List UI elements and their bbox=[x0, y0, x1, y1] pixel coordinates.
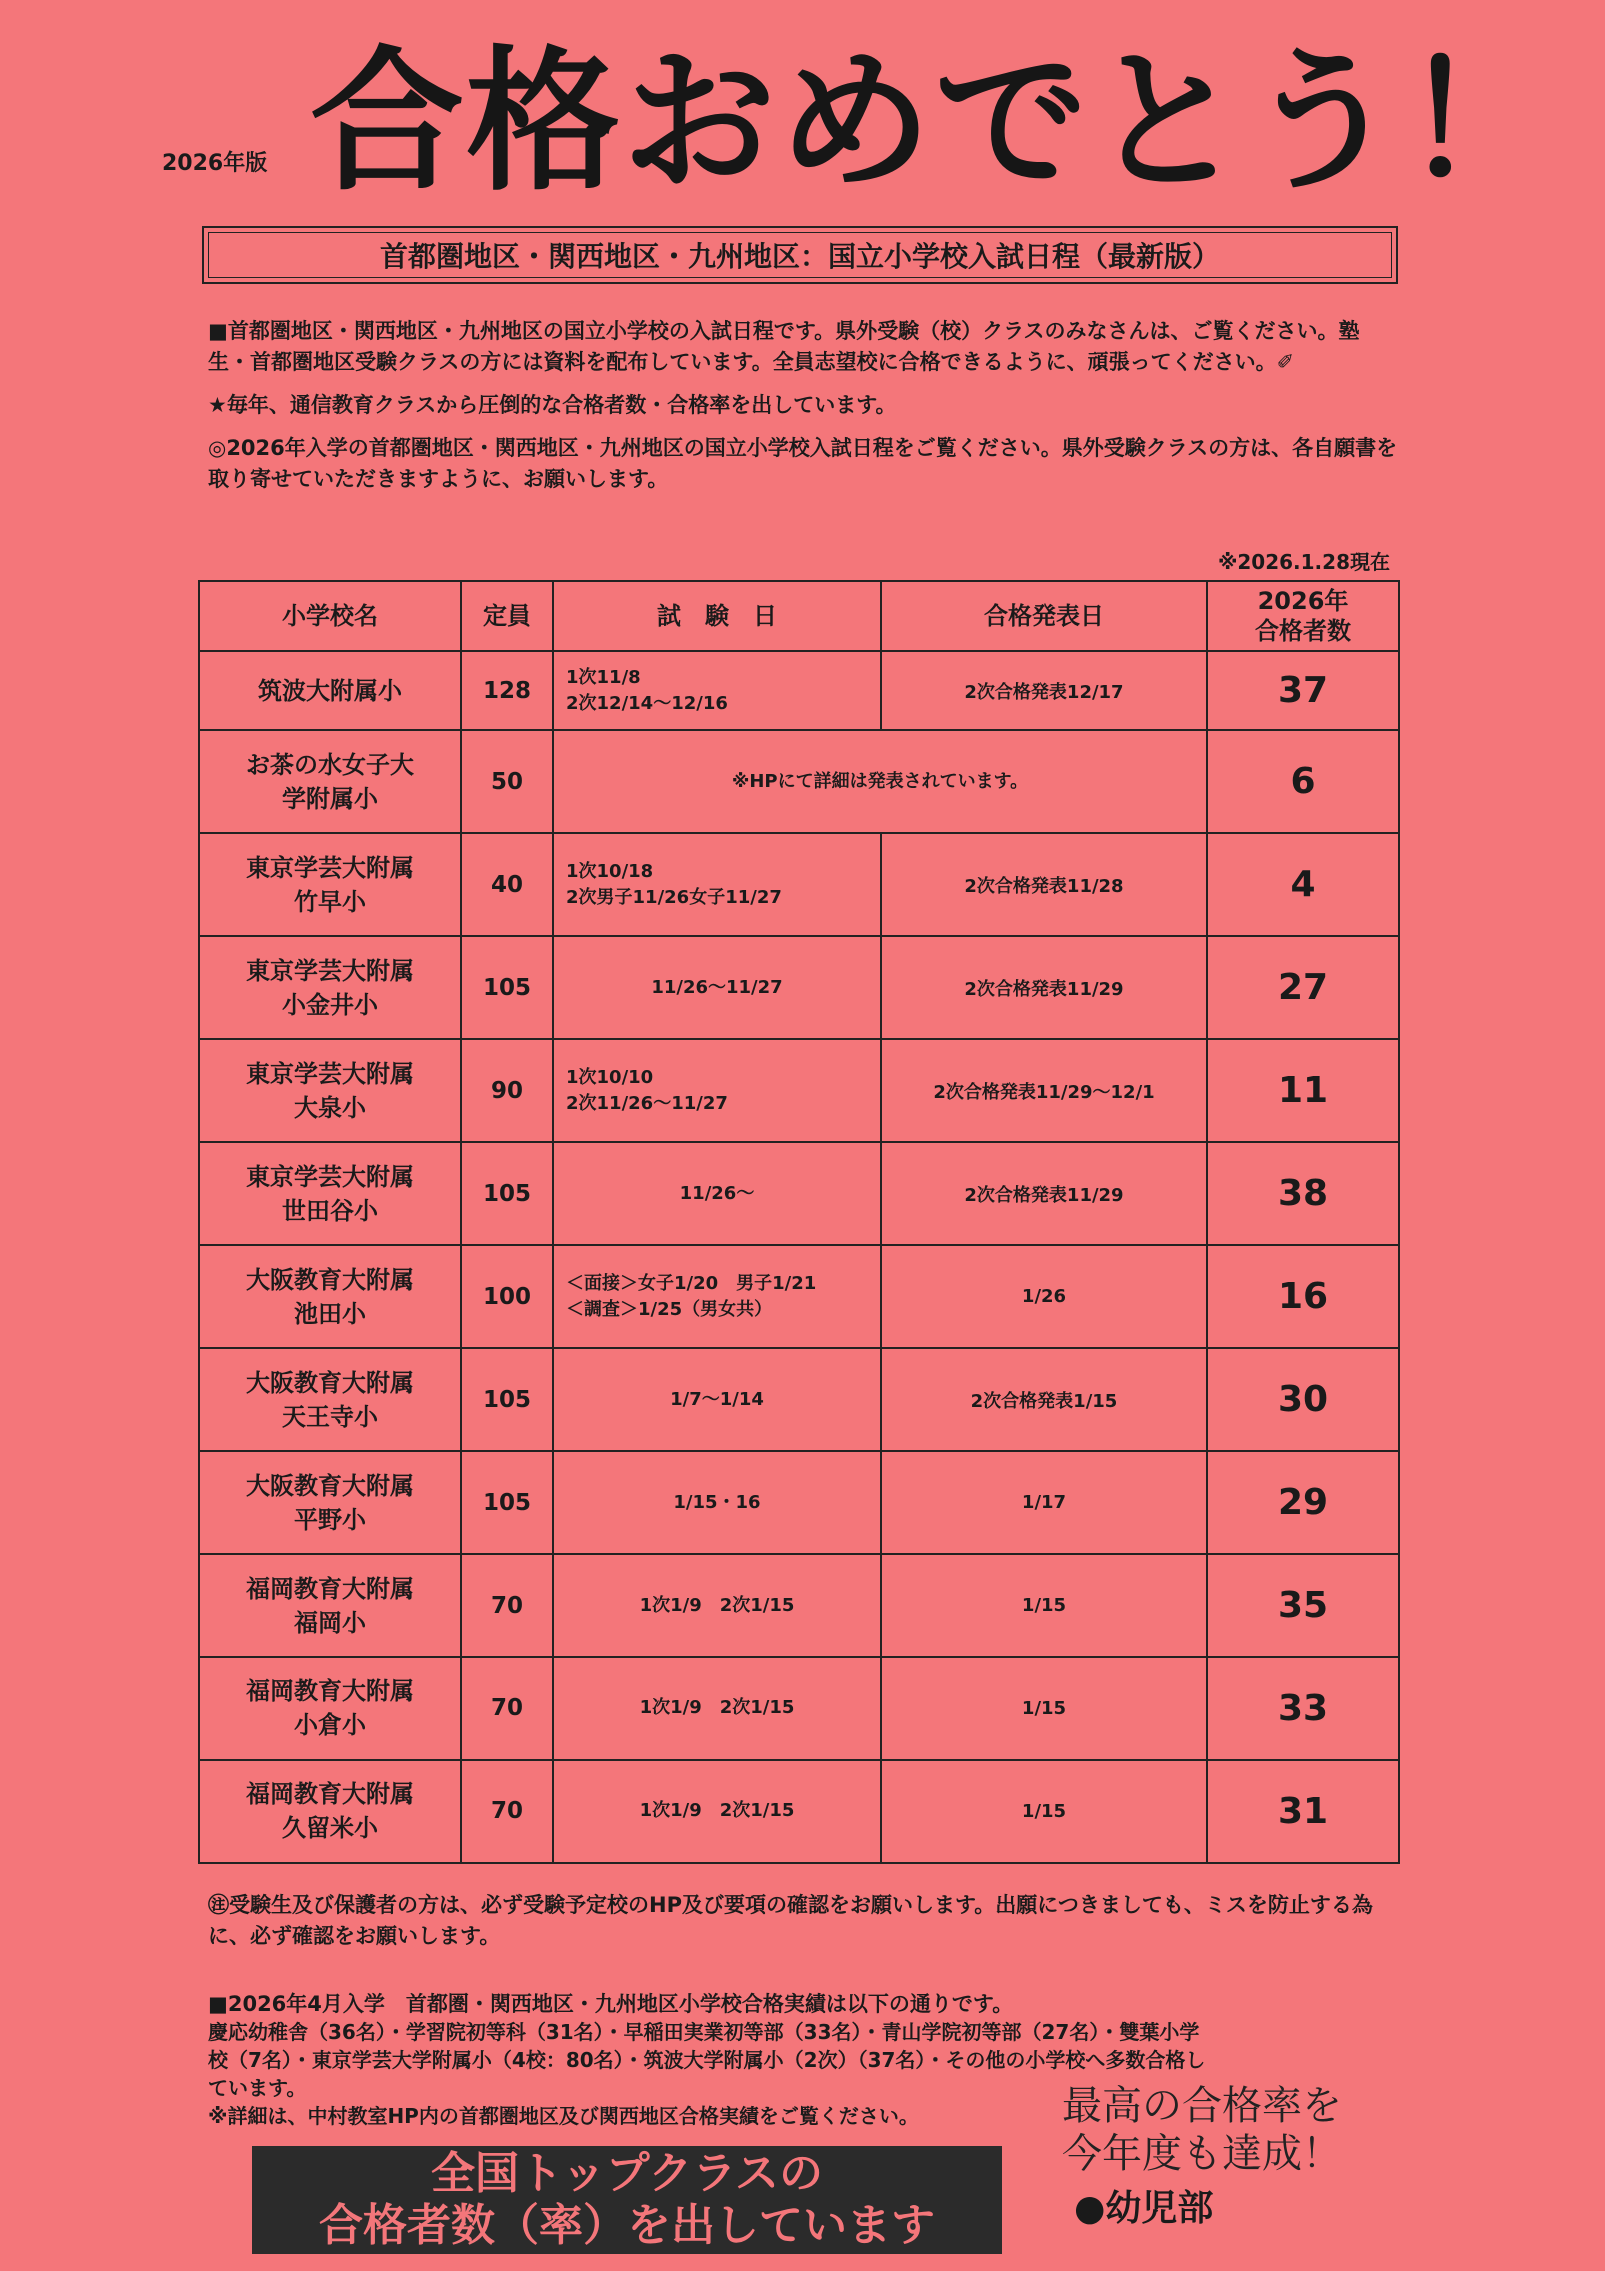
result-date-cell: 2次合格発表11/29 bbox=[881, 1142, 1207, 1245]
result-date-cell: 1/17 bbox=[881, 1451, 1207, 1554]
exam-date-cell-line-1: 1次10/10 bbox=[566, 1066, 654, 1088]
exam-date-cell bbox=[553, 651, 881, 730]
capacity-cell: 105 bbox=[461, 1348, 553, 1451]
school-name-cell bbox=[199, 1657, 461, 1760]
result-date-cell: 2次合格発表12/17 bbox=[881, 651, 1207, 730]
table-row bbox=[199, 1039, 1399, 1142]
school-name-cell-line-1: 東京学芸大附属 bbox=[246, 956, 414, 985]
school-name-cell bbox=[199, 1039, 461, 1142]
exam-date-cell-line-1: 1次11/8 bbox=[566, 666, 641, 688]
capacity-cell: 105 bbox=[461, 936, 553, 1039]
school-name-cell-line-2: 竹早小 bbox=[294, 887, 366, 916]
exam-date-cell-line-1: 1次1/9 2次1/15 bbox=[639, 1697, 795, 1719]
exam-date-cell-line-2: 2次12/14～12/16 bbox=[566, 692, 728, 714]
exam-date-cell bbox=[553, 1451, 881, 1554]
exam-schedule-table bbox=[198, 580, 1400, 1864]
capacity-cell: 70 bbox=[461, 1657, 553, 1760]
intro-paragraph-3: ◎2026年入学の首都圏地区・関西地区・九州地区の国立小学校入試日程をご覧ください。県外受験クラスの方は、各自願書を取り寄せていただきますように、お願いします。 bbox=[208, 436, 1398, 491]
exam-date-cell-line-1: ＜面接＞女子1/20 男子1/21 bbox=[566, 1272, 817, 1294]
result-date-cell: 2次合格発表11/28 bbox=[881, 833, 1207, 936]
results-section bbox=[208, 1990, 1208, 2130]
school-name-cell-line-2: 天王寺小 bbox=[282, 1402, 378, 1431]
school-name-cell bbox=[199, 1348, 461, 1451]
school-name-cell-line-1: 福岡教育大附属 bbox=[246, 1574, 414, 1603]
passer-count-cell: 4 bbox=[1207, 833, 1399, 936]
school-name-cell-line-1: 福岡教育大附属 bbox=[246, 1780, 414, 1809]
passer-count-cell: 27 bbox=[1207, 936, 1399, 1039]
school-name-cell-line-1: 大阪教育大附属 bbox=[246, 1265, 414, 1294]
school-name-cell bbox=[199, 833, 461, 936]
results-detail: ※詳細は、中村教室HP内の首都圏地区及び関西地区合格実績をご覧ください。 bbox=[208, 2104, 919, 2128]
header-result: 合格発表日 bbox=[881, 581, 1207, 651]
exam-date-cell-line-2: 2次11/26～11/27 bbox=[566, 1092, 728, 1114]
school-name-cell bbox=[199, 730, 461, 833]
school-name-cell-line-2: 福岡小 bbox=[294, 1608, 366, 1637]
table-row bbox=[199, 1554, 1399, 1657]
exam-date-cell-line-1: 1/7～1/14 bbox=[670, 1388, 764, 1410]
intro-paragraph-1: ■首都圏地区・関西地区・九州地区の国立小学校の入試日程です。県外受験（校）クラスのみなさんは、ご覧ください。塾生・首都圏地区受験クラスの方には資料を配布しています。全員志望校に合格できるように、頑張ってください。✐ bbox=[208, 319, 1360, 374]
as-of-date: ※2026.1.28現在 bbox=[1217, 550, 1390, 574]
school-name-cell-line-2: 学附属小 bbox=[282, 784, 378, 813]
school-name-cell-line-1: 大阪教育大附属 bbox=[246, 1368, 414, 1397]
exam-date-cell bbox=[553, 833, 881, 936]
header-capacity: 定員 bbox=[461, 581, 553, 651]
school-name-cell bbox=[199, 1554, 461, 1657]
school-name-cell bbox=[199, 651, 461, 730]
exam-date-cell-line-1: 1次1/9 2次1/15 bbox=[639, 1800, 795, 1822]
school-name-cell-line-1: 筑波大附属小 bbox=[258, 676, 402, 705]
notice: ㊟受験生及び保護者の方は、必ず受験予定校のHP及び要項の確認をお願いします。出願につきましても、ミスを防止する為に、必ず確認をお願いします。 bbox=[208, 1893, 1373, 1948]
exam-date-cell bbox=[553, 1760, 881, 1863]
subtitle: 首都圏地区・関西地区・九州地区：国立小学校入試日程（最新版） bbox=[379, 240, 1220, 273]
banner-line-2: 合格者数（率）を出しています bbox=[319, 2200, 935, 2251]
result-date-cell: 2次合格発表11/29 bbox=[881, 936, 1207, 1039]
table-row bbox=[199, 1760, 1399, 1863]
header-count-line2: 合格者数 bbox=[1255, 617, 1351, 645]
result-date-cell: 1/15 bbox=[881, 1760, 1207, 1863]
result-date-cell: 1/15 bbox=[881, 1554, 1207, 1657]
school-name-cell bbox=[199, 1142, 461, 1245]
capacity-cell: 105 bbox=[461, 1142, 553, 1245]
capacity-cell: 50 bbox=[461, 730, 553, 833]
exam-date-cell-line-1: 1次10/18 bbox=[566, 860, 654, 882]
school-name-cell bbox=[199, 936, 461, 1039]
capacity-cell: 105 bbox=[461, 1451, 553, 1554]
slogan-line-2: 今年度も達成！ bbox=[1062, 2131, 1342, 2177]
intro-section bbox=[208, 316, 1398, 507]
passer-count-cell: 29 bbox=[1207, 1451, 1399, 1554]
table-row bbox=[199, 1451, 1399, 1554]
exam-date-cell-line-1: 11/26～11/27 bbox=[651, 976, 783, 998]
edition-label: 2026年版 bbox=[162, 151, 268, 176]
header-count-line1: 2026年 bbox=[1257, 587, 1349, 615]
exam-date-cell bbox=[553, 1245, 881, 1348]
school-name-cell-line-1: 福岡教育大附属 bbox=[246, 1677, 414, 1706]
exam-date-cell-line-1: 1次1/9 2次1/15 bbox=[639, 1594, 795, 1616]
table-row bbox=[199, 1245, 1399, 1348]
results-title: ■2026年4月入学 首都圏・関西地区・九州地区小学校合格実績は以下の通りです。 bbox=[208, 1992, 1014, 2016]
header-exam: 試 験 日 bbox=[553, 581, 881, 651]
table-row bbox=[199, 1142, 1399, 1245]
passer-count-cell: 38 bbox=[1207, 1142, 1399, 1245]
table-row bbox=[199, 936, 1399, 1039]
exam-date-cell bbox=[553, 1657, 881, 1760]
exam-date-cell-line-1: 11/26～ bbox=[679, 1182, 755, 1204]
merged-info-cell: ※HPにて詳細は発表されています。 bbox=[553, 730, 1207, 833]
school-name-cell-line-1: お茶の水女子大 bbox=[246, 750, 414, 779]
slogan bbox=[1062, 2082, 1342, 2178]
table-row bbox=[199, 1657, 1399, 1760]
school-name-cell-line-2: 小金井小 bbox=[282, 990, 378, 1019]
subtitle-box bbox=[202, 226, 1398, 284]
capacity-cell: 40 bbox=[461, 833, 553, 936]
exam-date-cell bbox=[553, 936, 881, 1039]
table-row bbox=[199, 833, 1399, 936]
school-name-cell-line-1: 東京学芸大附属 bbox=[246, 853, 414, 882]
capacity-cell: 90 bbox=[461, 1039, 553, 1142]
passer-count-cell: 16 bbox=[1207, 1245, 1399, 1348]
passer-count-cell: 35 bbox=[1207, 1554, 1399, 1657]
top-class-banner bbox=[252, 2146, 1002, 2254]
exam-date-cell bbox=[553, 1348, 881, 1451]
passer-count-cell: 31 bbox=[1207, 1760, 1399, 1863]
school-name-cell-line-2: 小倉小 bbox=[294, 1711, 366, 1740]
passer-count-cell: 11 bbox=[1207, 1039, 1399, 1142]
school-name-cell-line-2: 久留米小 bbox=[282, 1814, 378, 1843]
intro-paragraph-2: ★毎年、通信教育クラスから圧倒的な合格者数・合格率を出しています。 bbox=[208, 393, 897, 417]
school-name-cell bbox=[199, 1451, 461, 1554]
passer-count-cell: 30 bbox=[1207, 1348, 1399, 1451]
table-row bbox=[199, 730, 1399, 833]
exam-date-cell-line-2: 2次男子11/26女子11/27 bbox=[566, 886, 782, 908]
school-name-cell-line-1: 東京学芸大附属 bbox=[246, 1059, 414, 1088]
results-body: 慶応幼稚舎（36名）・学習院初等科（31名）・早稲田実業初等部（33名）・青山学院初等部（27名）・雙葉小学校（7名）・東京学芸大学附属小（4校：80名）・筑波大学附属小（2次）（37名）・その他の小学校へ多数合格しています。 bbox=[208, 2020, 1206, 2100]
header-count bbox=[1207, 581, 1399, 651]
banner-line-1: 全国トップクラスの bbox=[430, 2148, 824, 2199]
school-name-cell-line-2: 平野小 bbox=[294, 1505, 366, 1534]
school-name-cell-line-2: 世田谷小 bbox=[282, 1196, 378, 1225]
capacity-cell: 70 bbox=[461, 1554, 553, 1657]
school-name-cell-line-1: 東京学芸大附属 bbox=[246, 1162, 414, 1191]
result-date-cell: 2次合格発表1/15 bbox=[881, 1348, 1207, 1451]
school-name-cell-line-1: 大阪教育大附属 bbox=[246, 1471, 414, 1500]
result-date-cell: 1/26 bbox=[881, 1245, 1207, 1348]
table-row bbox=[199, 651, 1399, 730]
slogan-line-1: 最高の合格率を bbox=[1062, 2083, 1342, 2129]
result-date-cell: 2次合格発表11/29～12/1 bbox=[881, 1039, 1207, 1142]
exam-date-cell bbox=[553, 1554, 881, 1657]
school-name-cell bbox=[199, 1245, 461, 1348]
exam-date-cell-line-1: 1/15・16 bbox=[673, 1491, 761, 1513]
school-name-cell-line-2: 池田小 bbox=[294, 1299, 366, 1328]
exam-date-cell-line-2: ＜調査＞1/25（男女共） bbox=[566, 1298, 773, 1320]
capacity-cell: 100 bbox=[461, 1245, 553, 1348]
result-date-cell: 1/15 bbox=[881, 1657, 1207, 1760]
capacity-cell: 70 bbox=[461, 1760, 553, 1863]
header-school: 小学校名 bbox=[199, 581, 461, 651]
capacity-cell: 128 bbox=[461, 651, 553, 730]
passer-count-cell: 37 bbox=[1207, 651, 1399, 730]
department-label: ●幼児部 bbox=[1074, 2188, 1214, 2229]
exam-date-cell bbox=[553, 1039, 881, 1142]
passer-count-cell: 33 bbox=[1207, 1657, 1399, 1760]
exam-date-cell bbox=[553, 1142, 881, 1245]
school-name-cell-line-2: 大泉小 bbox=[294, 1093, 366, 1122]
table-header-row bbox=[199, 581, 1399, 651]
table-row bbox=[199, 1348, 1399, 1451]
page-title: 合格おめでとう！ bbox=[310, 33, 1559, 212]
school-name-cell bbox=[199, 1760, 461, 1863]
passer-count-cell: 6 bbox=[1207, 730, 1399, 833]
